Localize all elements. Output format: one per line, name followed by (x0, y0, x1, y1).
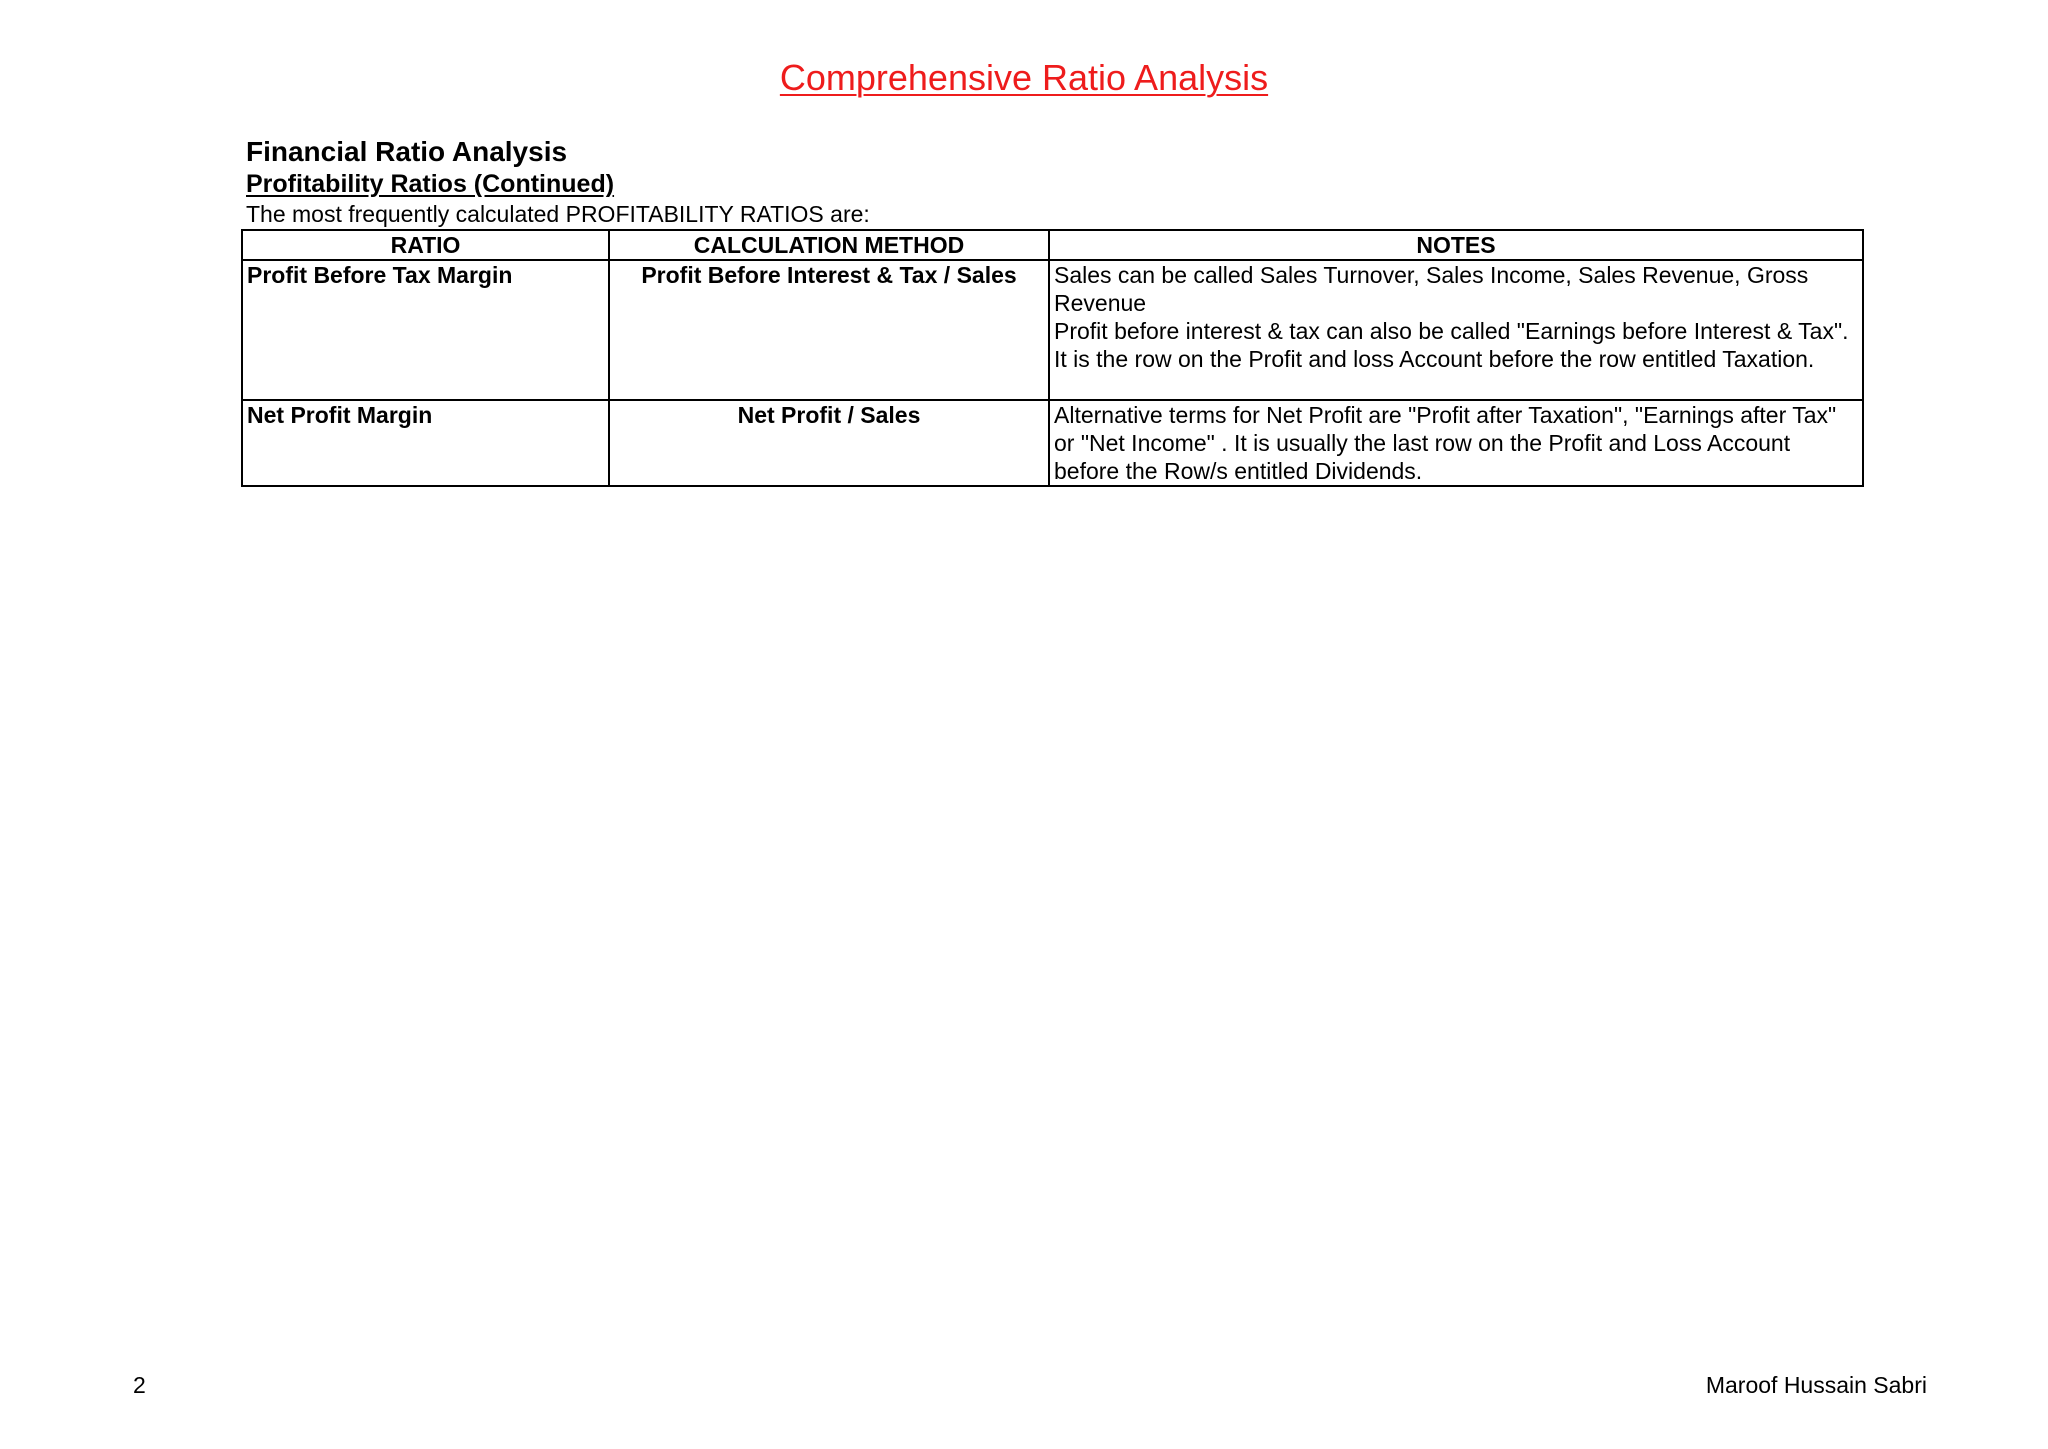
page-title: Comprehensive Ratio Analysis (779, 57, 1269, 98)
intro-text: The most frequently calculated PROFITABILITY RATIOS are: (246, 201, 870, 227)
calculation-method-cell: Net Profit / Sales (609, 400, 1049, 486)
table-row (242, 260, 1863, 400)
notes-cell: Sales can be called Sales Turnover, Sales Income, Sales Revenue, Gross Revenue Profit before interest & tax can also be called "Earnings before Interest & Tax". It is the row on the Profit and loss Account before the row entitled Taxation. (1049, 260, 1863, 400)
notes-cell: Alternative terms for Net Profit are "Profit after Taxation", "Earnings after Tax" or "Net Income" . It is usually the last row on the Profit and Loss Account before the Row/s entitled Dividends. (1049, 400, 1863, 486)
section-heading: Financial Ratio Analysis (246, 136, 568, 167)
table-row (242, 400, 1863, 486)
header-calculation-method: CALCULATION METHOD (609, 230, 1049, 260)
subsection-heading: Profitability Ratios (Continued) (246, 170, 615, 198)
page-number: 2 (133, 1372, 146, 1398)
ratio-name-cell: Profit Before Tax Margin (242, 260, 609, 400)
header-notes: NOTES (1049, 230, 1863, 260)
calculation-method-cell: Profit Before Interest & Tax / Sales (609, 260, 1049, 400)
ratio-name-cell: Net Profit Margin (242, 400, 609, 486)
ratio-table (241, 229, 1864, 487)
footer-author: Maroof Hussain Sabri (1705, 1372, 1927, 1398)
header-ratio: RATIO (242, 230, 609, 260)
table-header-row (242, 230, 1863, 260)
